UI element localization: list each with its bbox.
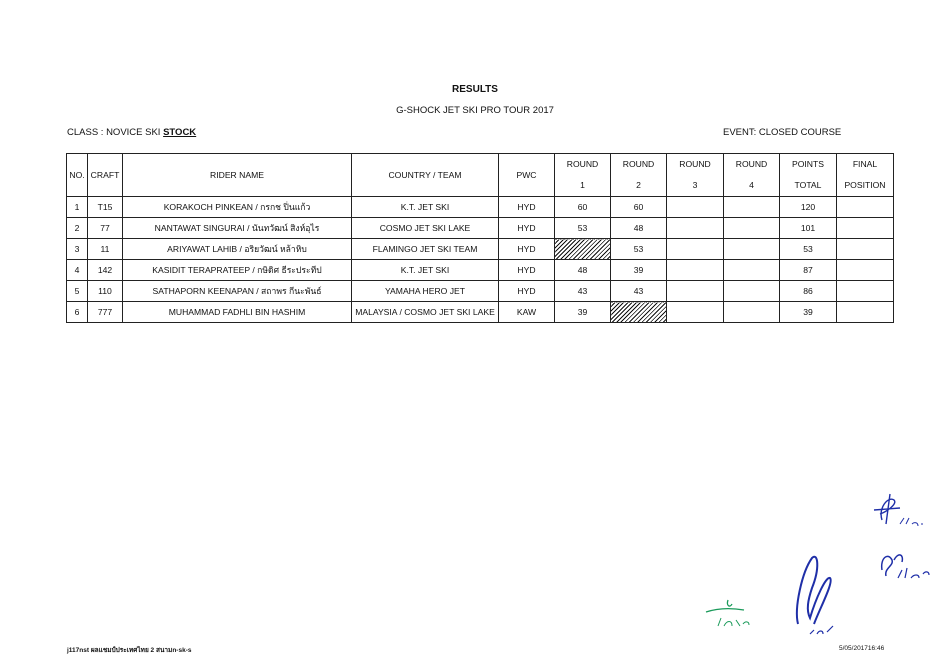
cell-round-2-hatched <box>611 302 667 323</box>
cell-rider: ARIYAWAT LAHIB / อริยวัฒน์ หล้าหิบ <box>123 239 352 260</box>
cell-round-2: 53 <box>611 239 667 260</box>
cell-round-1: 39 <box>555 302 611 323</box>
event-line: EVENT: CLOSED COURSE <box>723 127 842 138</box>
cell-round-1: 43 <box>555 281 611 302</box>
table-row <box>67 197 894 218</box>
signature-top-right <box>860 490 940 530</box>
cell-craft: T15 <box>88 197 123 218</box>
cell-total: 53 <box>780 239 837 260</box>
table-row <box>67 281 894 302</box>
header-final-position <box>837 154 894 197</box>
position-label: POSITION <box>844 180 886 190</box>
header-round-3 <box>667 154 724 197</box>
cell-pwc: HYD <box>499 260 555 281</box>
cell-round-3 <box>667 197 724 218</box>
cell-craft: 777 <box>88 302 123 323</box>
cell-craft: 77 <box>88 218 123 239</box>
cell-round-4 <box>724 281 780 302</box>
cell-pwc: HYD <box>499 197 555 218</box>
cell-round-4 <box>724 197 780 218</box>
cell-rider: KORAKOCH PINKEAN / กรกช ปิ่นแก้ว <box>123 197 352 218</box>
table-row <box>67 260 894 281</box>
final-label: FINAL <box>852 159 878 169</box>
cell-craft: 11 <box>88 239 123 260</box>
cell-team: MALAYSIA / COSMO JET SKI LAKE <box>352 302 499 323</box>
footer-file-label: j117nst ผลแชมป์ประเทศไทย 2 สนามn-sk-s <box>67 647 192 654</box>
cell-no: 3 <box>67 239 88 260</box>
class-line <box>67 127 196 138</box>
total-label: TOTAL <box>794 180 822 190</box>
header-round-2 <box>611 154 667 197</box>
cell-final <box>837 281 894 302</box>
cell-final <box>837 239 894 260</box>
cell-craft: 142 <box>88 260 123 281</box>
cell-total: 39 <box>780 302 837 323</box>
cell-final <box>837 218 894 239</box>
round-3-label: ROUND <box>679 159 711 169</box>
points-label: POINTS <box>792 159 824 169</box>
header-points-total <box>780 154 837 197</box>
cell-rider: MUHAMMAD FADHLI BIN HASHIM <box>123 302 352 323</box>
cell-round-1: 60 <box>555 197 611 218</box>
event-subtitle: G-SHOCK JET SKI PRO TOUR 2017 <box>396 105 554 116</box>
cell-no: 6 <box>67 302 88 323</box>
table-row <box>67 239 894 260</box>
cell-no: 2 <box>67 218 88 239</box>
cell-team: FLAMINGO JET SKI TEAM <box>352 239 499 260</box>
round-3-number: 3 <box>692 180 698 190</box>
cell-team: COSMO JET SKI LAKE <box>352 218 499 239</box>
round-2-label: ROUND <box>622 159 655 169</box>
cell-total: 86 <box>780 281 837 302</box>
round-4-number: 4 <box>749 180 754 190</box>
table-row <box>67 302 894 323</box>
signature-center-blue <box>790 548 860 642</box>
cell-total: 87 <box>780 260 837 281</box>
cell-round-3 <box>667 218 724 239</box>
header-no: NO. <box>67 154 88 197</box>
cell-round-4 <box>724 302 780 323</box>
table-row <box>67 218 894 239</box>
footer-print-date: 5/05/201716:46 <box>839 645 885 652</box>
cell-craft: 110 <box>88 281 123 302</box>
cell-round-2: 39 <box>611 260 667 281</box>
round-4-label: ROUND <box>735 159 768 169</box>
cell-round-1: 53 <box>555 218 611 239</box>
header-rider: RIDER NAME <box>123 154 352 197</box>
cell-pwc: KAW <box>499 302 555 323</box>
cell-final <box>837 302 894 323</box>
signature-right <box>874 530 944 590</box>
cell-round-2: 60 <box>611 197 667 218</box>
cell-no: 1 <box>67 197 88 218</box>
cell-round-3 <box>667 239 724 260</box>
cell-pwc: HYD <box>499 239 555 260</box>
header-round-1 <box>555 154 611 197</box>
cell-team: YAMAHA HERO JET <box>352 281 499 302</box>
cell-rider: NANTAWAT SINGURAI / นันทวัฒน์ สิงห์อุไร <box>123 218 352 239</box>
cell-round-3 <box>667 260 724 281</box>
cell-pwc: HYD <box>499 281 555 302</box>
cell-total: 120 <box>780 197 837 218</box>
cell-rider: SATHAPORN KEENAPAN / สถาพร กีนะพันธ์ <box>123 281 352 302</box>
round-1-label: ROUND <box>566 159 599 169</box>
results-title: RESULTS <box>452 84 498 95</box>
results-table <box>66 153 894 323</box>
header-round-4 <box>724 154 780 197</box>
cell-round-4 <box>724 239 780 260</box>
round-2-number: 2 <box>636 180 641 190</box>
table-header-row <box>67 154 894 197</box>
class-stock: STOCK <box>163 127 197 138</box>
cell-pwc: HYD <box>499 218 555 239</box>
signature-green <box>704 592 764 630</box>
cell-round-3 <box>667 302 724 323</box>
cell-final <box>837 260 894 281</box>
round-1-number: 1 <box>580 180 585 190</box>
cell-team: K.T. JET SKI <box>352 260 499 281</box>
header-craft: CRAFT <box>88 154 123 197</box>
header-country: COUNTRY / TEAM <box>352 154 499 197</box>
cell-round-2: 43 <box>611 281 667 302</box>
cell-round-1: 48 <box>555 260 611 281</box>
cell-round-1-hatched <box>555 239 611 260</box>
cell-round-4 <box>724 218 780 239</box>
cell-no: 5 <box>67 281 88 302</box>
cell-no: 4 <box>67 260 88 281</box>
cell-round-2: 48 <box>611 218 667 239</box>
cell-rider: KASIDIT TERAPRATEEP / กษิดิศ ธีระประทีป <box>123 260 352 281</box>
cell-total: 101 <box>780 218 837 239</box>
cell-round-4 <box>724 260 780 281</box>
cell-final <box>837 197 894 218</box>
cell-round-3 <box>667 281 724 302</box>
class-prefix: CLASS : NOVICE SKI <box>67 127 164 138</box>
cell-team: K.T. JET SKI <box>352 197 499 218</box>
header-pwc: PWC <box>499 154 555 197</box>
